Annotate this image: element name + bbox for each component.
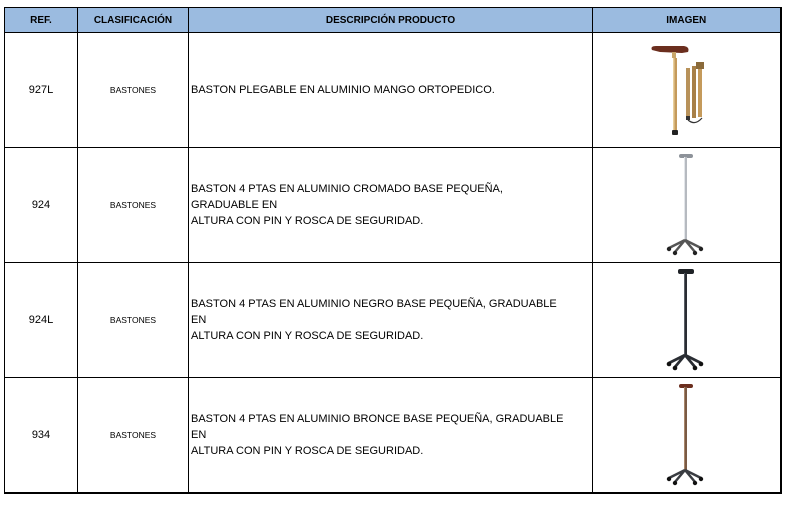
- image-cell: [593, 378, 781, 493]
- quad-cane-chrome-icon: [661, 152, 711, 258]
- clasificacion-cell: BASTONES: [78, 148, 189, 263]
- clasificacion-cell: BASTONES: [78, 263, 189, 378]
- clasificacion-cell: BASTONES: [78, 378, 189, 493]
- folding-cane-icon: [646, 42, 726, 138]
- image-cell: [593, 148, 781, 263]
- image-cell: [593, 263, 781, 378]
- header-imagen: IMAGEN: [593, 8, 781, 33]
- descripcion-cell: [189, 33, 593, 148]
- descripcion-line: ALTURA CON PIN Y ROSCA DE SEGURIDAD.: [191, 215, 424, 227]
- descripcion-line: ALTURA CON PIN Y ROSCA DE SEGURIDAD.: [191, 330, 424, 342]
- descripcion-cell: [189, 263, 593, 378]
- descripcion-cell: [189, 148, 593, 263]
- ref-cell: 924L: [5, 263, 78, 378]
- table-row: [5, 378, 781, 493]
- product-table: [4, 7, 782, 494]
- descripcion-cell: [189, 378, 593, 493]
- header-row: [5, 8, 781, 33]
- image-cell: [593, 33, 781, 148]
- clasificacion-cell: BASTONES: [78, 33, 189, 148]
- descripcion-line: BASTON 4 PTAS EN ALUMINIO NEGRO BASE PEQUEÑA, GRADUABLE EN: [191, 298, 557, 326]
- header-ref: REF.: [5, 8, 78, 33]
- header-descripcion: DESCRIPCIÓN PRODUCTO: [189, 8, 593, 33]
- descripcion-line: BASTON 4 PTAS EN ALUMINIO CROMADO BASE PEQUEÑA, GRADUABLE EN: [191, 183, 503, 211]
- table-row: [5, 263, 781, 378]
- table-row: [5, 33, 781, 148]
- ref-cell: 934: [5, 378, 78, 493]
- quad-cane-black-icon: [661, 267, 711, 373]
- descripcion-line: BASTON PLEGABLE EN ALUMINIO MANGO ORTOPEDICO.: [191, 84, 495, 96]
- descripcion-line: ALTURA CON PIN Y ROSCA DE SEGURIDAD.: [191, 444, 424, 457]
- header-clasificacion: CLASIFICACIÓN: [78, 8, 189, 33]
- table-row: [5, 148, 781, 263]
- quad-cane-bronze-icon: [661, 382, 711, 488]
- ref-cell: 924: [5, 148, 78, 263]
- ref-cell: 927L: [5, 33, 78, 148]
- descripcion-line: BASTON 4 PTAS EN ALUMINIO BRONCE BASE PEQUEÑA, GRADUABLE EN: [191, 412, 564, 441]
